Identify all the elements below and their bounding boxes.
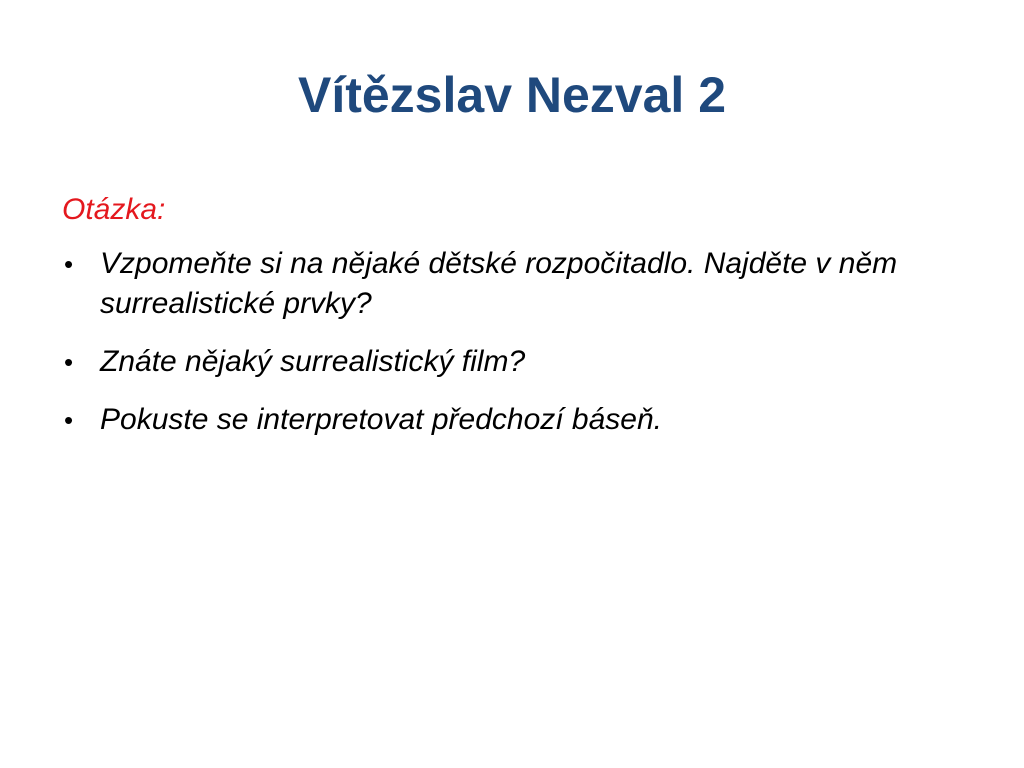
bullet-icon: • xyxy=(64,405,74,435)
bullet-item xyxy=(62,342,962,382)
bullet-list xyxy=(62,244,962,440)
question-label: Otázka: xyxy=(62,193,166,226)
bullet-item xyxy=(62,244,962,324)
slide-body xyxy=(62,190,962,458)
slide-title: Vítězslav Nezval 2 xyxy=(297,67,727,123)
bullet-text: Pokuste se interpretovat předchozí báseň. xyxy=(100,403,663,436)
bullet-text: Znáte nějaký surrealistický film? xyxy=(100,345,526,378)
bullet-icon: • xyxy=(64,249,74,279)
bullet-text: Vzpomeňte si na nějaké dětské rozpočitadlo. Najděte v něm surrealistické prvky? xyxy=(100,247,898,320)
bullet-icon: • xyxy=(64,347,74,377)
bullet-item xyxy=(62,400,962,440)
